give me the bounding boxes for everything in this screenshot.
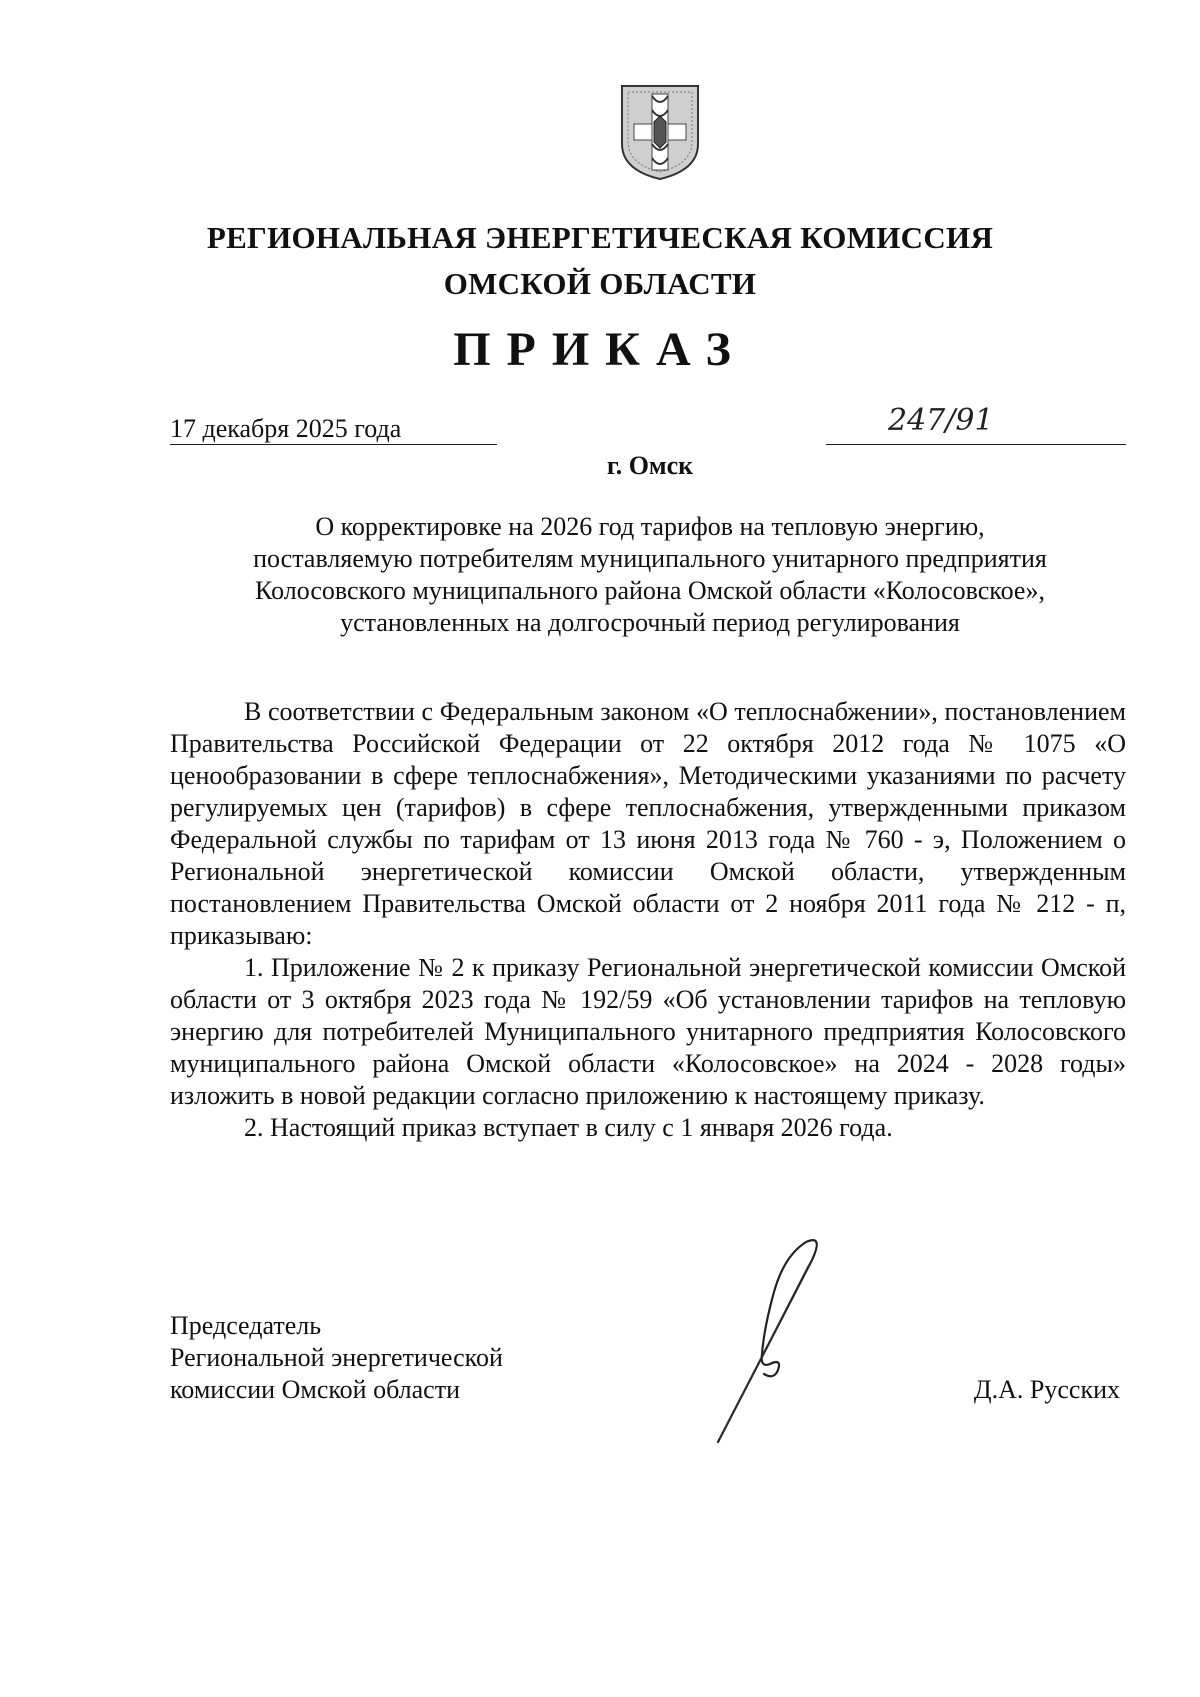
order-date: 17 декабря 2025 года	[170, 414, 497, 445]
signatory-position	[170, 1310, 690, 1406]
coat-of-arms-emblem	[618, 82, 702, 182]
position-line-2: Региональной энергетической	[170, 1343, 503, 1372]
organization-name	[0, 215, 1200, 307]
org-name-line-1: РЕГИОНАЛЬНАЯ ЭНЕРГЕТИЧЕСКАЯ КОМИССИЯ	[206, 220, 994, 255]
handwritten-order-number	[880, 392, 1020, 446]
signatory-name: Д.А. Русских	[973, 1375, 1120, 1404]
preamble-paragraph: В соответствии с Федеральным законом «О теплоснабжении», постановлением Правительства Российской Федерации от 22 октября 2012 года № 1075 «О ценообразовании в сфере теплоснабжения», Методическими указаниями по расчету регулируемых цен (тарифов) в сфере теплоснабжения, утвержденными приказом Федеральной службы по тарифам от 13 июня 2013 года № 760 - э, Положением о Региональной энергетической комиссии Омской области, утвержденным постановлением Правительства Омской области от 2 ноября 2011 года № 212 - п, приказываю:	[170, 697, 1126, 950]
city-name: г. Омск	[606, 451, 694, 480]
handwritten-signature	[700, 1230, 900, 1470]
subject-line-4: установленных на долгосрочный период регулирования	[340, 608, 960, 637]
order-number-text: 247/91	[888, 403, 994, 438]
subject-line-1: О корректировке на 2026 год тарифов на тепловую энергию,	[315, 512, 985, 541]
order-item-1: 1. Приложение № 2 к приказу Региональной энергетической комиссии Омской области от 3 октября 2023 года № 192/59 «Об установлении тарифов на тепловую энергию для потребителей Муниципального унитарного предприятия Колосовского муниципального района Омской области «Колосовское» на 2024 - 2028 годы» изложить в новой редакции согласно приложению к настоящему приказу.	[170, 953, 1126, 1110]
order-body	[170, 696, 1126, 1144]
position-line-3: комиссии Омской области	[170, 1375, 460, 1404]
order-item-2: 2. Настоящий приказ вступает в силу с 1 января 2026 года.	[244, 1113, 893, 1142]
subject-line-3: Колосовского муниципального района Омской области «Колосовское»,	[255, 576, 1045, 605]
position-line-1: Председатель	[170, 1311, 322, 1340]
org-name-line-2: ОМСКОЙ ОБЛАСТИ	[443, 266, 757, 301]
order-number-field	[826, 403, 1126, 445]
order-subject	[170, 511, 1130, 639]
document-type-title: ПРИКАЗ	[453, 323, 747, 376]
subject-line-2: поставляемую потребителям муниципального унитарного предприятия	[253, 544, 1047, 573]
